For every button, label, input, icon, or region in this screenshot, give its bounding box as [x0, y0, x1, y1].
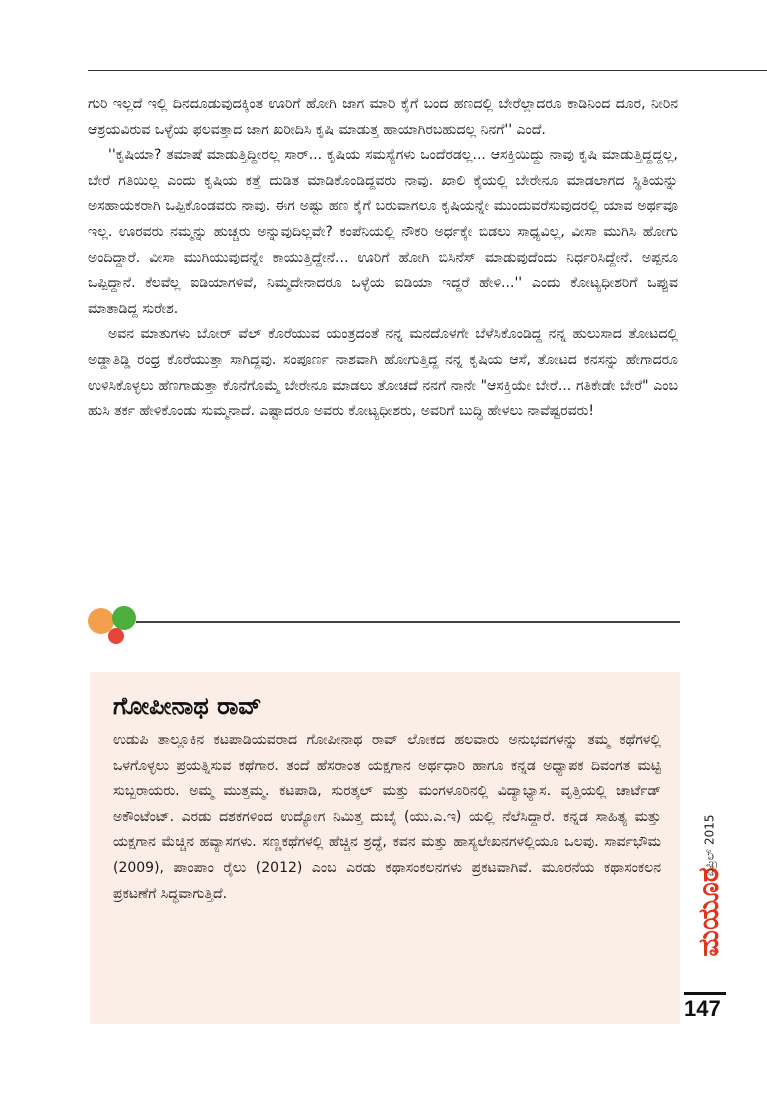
- author-name: ಗೋಪೀನಾಥ ರಾವ್: [113, 692, 262, 720]
- story-body: [88, 92, 678, 425]
- story-paragraph: ಅವನ ಮಾತುಗಳು ಬೋರ್ ವೆಲ್ ಕೊರೆಯುವ ಯಂತ್ರದಂತೆ ನನ್ನ ಮನದೊಳಗೇ ಬೆಳೆಸಿಕೊಂಡಿದ್ದ ನನ್ನ ಹುಲುಸಾದ ತೋಟದಲ್ಲಿ ಅಡ್ಡಾತಿಡ್ಡಿ ರಂಧ್ರ ಕೊರೆಯುತ್ತಾ ಸಾಗಿದ್ದವು. ಸಂಪೂರ್ಣ ನಾಶವಾಗಿ ಹೋಗುತ್ತಿದ್ದ ನನ್ನ ಕೃಷಿಯ ಆಸೆ, ತೋಟದ ಕನಸನ್ನು ಹೇಗಾದರೂ ಉಳಿಸಿಕೊಳ್ಳಲು ಹೆಣಗಾಡುತ್ತಾ ಕೊನೆಗೊಮ್ಮೆ ಬೇರೇನೂ ಮಾಡಲು ತೋಚದೆ ನನಗೆ ನಾನೇ "ಆಸಕ್ತಿಯೇ ಬೇರೆ... ಗತಿಕೇಡೇ ಬೇರೆ" ಎಂಬ ಹುಸಿ ತರ್ಕ ಹೇಳಿಕೊಂಡು ಸುಮ್ಮನಾದೆ. ಎಷ್ಟಾದರೂ ಅವರು ಕೋಟ್ಯಧೀಶರು, ಅವರಿಗೆ ಬುದ್ಧಿ ಹೇಳಲು ನಾವೆಷ್ಟರವರು!: [88, 326, 678, 420]
- page-number: 147: [684, 996, 721, 1021]
- story-paragraph: ''ಕೃಷಿಯಾ? ತಮಾಷೆ ಮಾಡುತ್ತಿದ್ದೀರಲ್ಲ ಸಾರ್... ಕೃಷಿಯ ಸಮಸ್ಯೆಗಳು ಒಂದೆರಡಲ್ಲ... ಆಸಕ್ತಿಯಿದ್ದು ನಾವು ಕೃಷಿ ಮಾಡುತ್ತಿದ್ದದ್ದಲ್ಲ, ಬೇರೆ ಗತಿಯಿಲ್ಲ ಎಂದು ಕೃಷಿಯ ಕತ್ತೆ ದುಡಿತ ಮಾಡಿಕೊಂಡಿದ್ದವರು ನಾವು. ಖಾಲಿ ಕೈಯಲ್ಲಿ ಬೇರೇನೂ ಮಾಡಲಾಗದ ಸ್ಥಿತಿಯನ್ನು ಅಸಹಾಯಕರಾಗಿ ಒಪ್ಪಿಕೊಂಡವರು ನಾವು. ಈಗ ಅಷ್ಟು ಹಣ ಕೈಗೆ ಬರುವಾಗಲೂ ಕೃಷಿಯನ್ನೇ ಮುಂದುವರೆಸುವುದರಲ್ಲಿ ಯಾವ ಅರ್ಥವೂ ಇಲ್ಲ. ಊರವರು ನಮ್ಮನ್ನು ಹುಚ್ಚರು ಅನ್ನುವುದಿಲ್ಲವೇ? ಕಂಪೆನಿಯಲ್ಲಿ ನೌಕರಿ ಅರ್ಧಕ್ಕೇ ಬಿಡಲು ಸಾಧ್ಯವಿಲ್ಲ, ವೀಸಾ ಮುಗಿಸಿ ಹೋಗು ಅಂದಿದ್ದಾರೆ. ವೀಸಾ ಮುಗಿಯುವುದನ್ನೇ ಕಾಯುತ್ತಿದ್ದೇನೆ... ಊರಿಗೆ ಹೋಗಿ ಬಿಸಿನೆಸ್ ಮಾಡುವುದೆಂದು ನಿರ್ಧರಿಸಿದ್ದೇನೆ. ಅಪ್ಪನೂ ಒಪ್ಪಿದ್ದಾನೆ. ಕೆಲವೆಲ್ಲ ಐಡಿಯಾಗಳಿವೆ, ನಿಮ್ಮದೇನಾದರೂ ಒಳ್ಳೆಯ ಐಡಿಯಾ ಇದ್ದರೆ ಹೇಳಿ...'' ಎಂದು ಕೋಟ್ಯಧೀಶರಿಗೆ ಒಪ್ಪುವ ಮಾತಾಡಿದ್ದ ಸುರೇಶ.: [88, 147, 678, 317]
- green-dot: [112, 606, 136, 630]
- author-bio-text: ಉಡುಪಿ ತಾಲ್ಲೂಕಿನ ಕಟಪಾಡಿಯವರಾದ ಗೋಪೀನಾಥ ರಾವ್ ಲೋಕದ ಹಲವಾರು ಅನುಭವಗಳನ್ನು ತಮ್ಮ ಕಥೆಗಳಲ್ಲಿ ಒಳಗೊಳ್ಳಲು ಪ್ರಯತ್ನಿಸುವ ಕಥೆಗಾರ. ತಂದೆ ಹೆಸರಾಂತ ಯಕ್ಷಗಾನ ಅರ್ಥಧಾರಿ ಹಾಗೂ ಕನ್ನಡ ಅಧ್ಯಾಪಕ ದಿವಂಗತ ಮಟ್ಟಿ ಸುಬ್ಬರಾಯರು. ಅಮ್ಮ ಮುತ್ತಮ್ಮ. ಕಟಪಾಡಿ, ಸುರತ್ಕಲ್ ಮತ್ತು ಮಂಗಳೂರಿನಲ್ಲಿ ವಿದ್ಯಾಭ್ಯಾಸ. ವೃತ್ತಿಯಲ್ಲಿ ಚಾರ್ಟೆಡ್ ಅಕೌಂಟೆಂಟ್. ಎರಡು ದಶಕಗಳಿಂದ ಉದ್ಯೋಗ ನಿಮಿತ್ತ ದುಬೈ (ಯು.ಎ.ಇ) ಯಲ್ಲಿ ನೆಲೆಸಿದ್ದಾರೆ. ಕನ್ನಡ ಸಾಹಿತ್ಯ ಮತ್ತು ಯಕ್ಷಗಾನ ಮೆಚ್ಚಿನ ಹವ್ಯಾಸಗಳು. ಸಣ್ಣಕಥೆಗಳಲ್ಲಿ ಹೆಚ್ಚಿನ ಶ್ರದ್ಧೆ, ಕವನ ಮತ್ತು ಹಾಸ್ಯಲೇಖನಗಳಲ್ಲಿಯೂ ಒಲವು. ಸಾರ್ವಭೌಮ (2009), ಪಾಂಪಾಂ ರೈಲು (2012) ಎಂಬ ಎರಡು ಕಥಾಸಂಕಲನಗಳು ಪ್ರಕಟವಾಗಿವೆ. ಮೂರನೆಯ ಕಥಾಸಂಕಲನ ಪ್ರಕಟಣೆಗೆ ಸಿದ್ಧವಾಗುತ್ತಿದೆ.: [113, 732, 661, 902]
- issue-date: ಏಪ್ರಿಲ್ 2015: [702, 814, 717, 877]
- author-bio-box: [90, 672, 680, 1024]
- top-divider: [88, 70, 767, 71]
- section-divider-line: [136, 621, 680, 623]
- story-paragraph: ಗುರಿ ಇಲ್ಲದೆ ಇಲ್ಲಿ ದಿನದೂಡುವುದಕ್ಕಿಂತ ಊರಿಗೆ ಹೋಗಿ ಜಾಗ ಮಾರಿ ಕೈಗೆ ಬಂದ ಹಣದಲ್ಲಿ ಬೇರೆಲ್ಲಾದರೂ ಕಾಡಿನಿಂದ ದೂರ, ನೀರಿನ ಆಶ್ರಯವಿರುವ ಒಳ್ಳೆಯ ಫಲವತ್ತಾದ ಜಾಗ ಖರೀದಿಸಿ ಕೃಷಿ ಮಾಡುತ್ತ ಹಾಯಾಗಿರಬಹುದಲ್ಲ ನಿನಗೆ'' ಎಂದೆ.: [88, 96, 678, 138]
- page-number-rule: [684, 992, 726, 995]
- red-dot: [108, 628, 124, 644]
- section-divider-dots: [88, 606, 148, 650]
- magazine-name: ಮಯೂರ: [692, 867, 725, 957]
